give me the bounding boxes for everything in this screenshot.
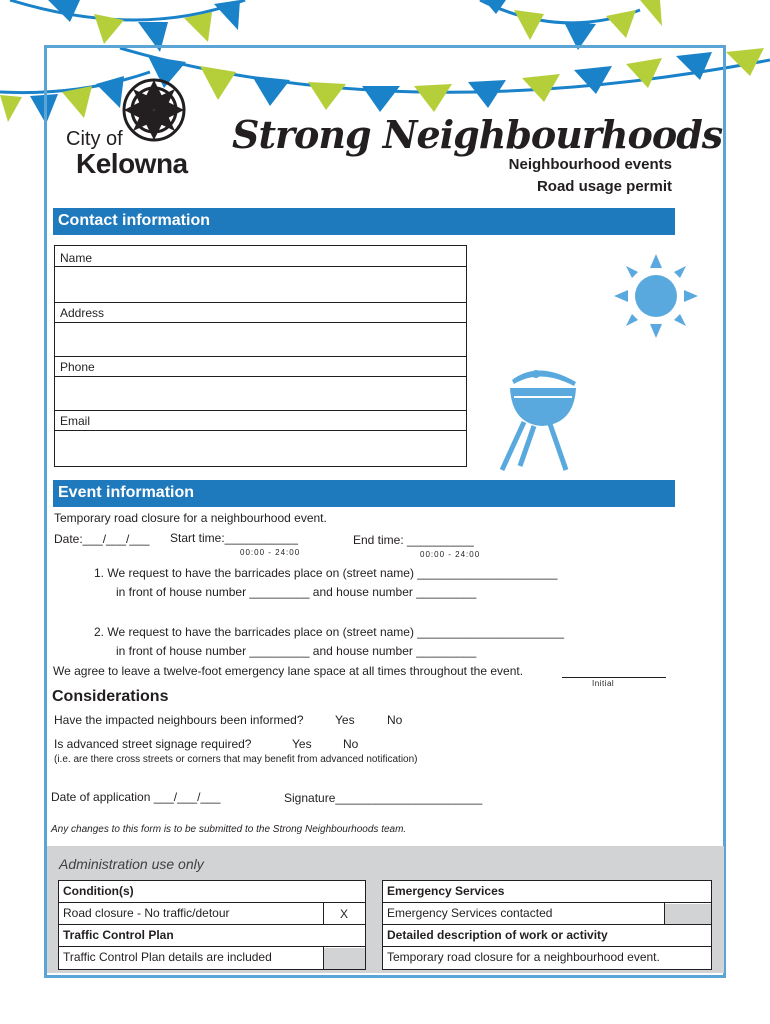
start-time-hint: 00:00 - 24:00 bbox=[240, 548, 301, 557]
admin-right-table bbox=[382, 880, 712, 970]
admin-title: Administration use only bbox=[59, 856, 204, 872]
email-field[interactable] bbox=[55, 431, 466, 466]
end-time-field[interactable]: End time: __________ bbox=[353, 533, 474, 547]
work-description-value[interactable]: Temporary road closure for a neighbourhood event. bbox=[387, 950, 660, 964]
emergency-contacted-row: Emergency Services contacted bbox=[383, 903, 711, 925]
address-label: Address bbox=[60, 306, 105, 320]
barricade-house-1[interactable]: in front of house number _________ and house number _________ bbox=[116, 585, 477, 599]
signage-yes-option[interactable]: Yes bbox=[292, 737, 312, 751]
logo-city-text: City of bbox=[66, 128, 123, 150]
work-description-header: Detailed description of work or activity bbox=[383, 925, 711, 947]
end-time-hint: 00:00 - 24:00 bbox=[420, 550, 481, 559]
address-field[interactable] bbox=[55, 323, 466, 356]
neighbours-yes-option[interactable]: Yes bbox=[335, 713, 355, 727]
contact-form-box bbox=[54, 245, 467, 467]
subtitle-events: Neighbourhood events bbox=[508, 156, 672, 173]
considerations-title: Considerations bbox=[52, 688, 169, 705]
email-label: Email bbox=[60, 414, 91, 428]
subtitle-permit: Road usage permit bbox=[536, 178, 672, 195]
submission-note: Any changes to this form is to be submitted to the Strong Neighbourhoods team. bbox=[51, 824, 407, 835]
signage-note: (i.e. are there cross streets or corners that may benefit from advanced notification) bbox=[54, 754, 418, 765]
initial-label: Initial bbox=[592, 679, 615, 688]
road-closure-mark[interactable]: X bbox=[340, 907, 349, 921]
admin-section bbox=[47, 846, 724, 973]
contact-section-header: Contact information bbox=[53, 208, 675, 235]
neighbours-informed-question: Have the impacted neighbours been informed? bbox=[54, 713, 304, 727]
neighbours-no-option[interactable]: No bbox=[387, 713, 403, 727]
emergency-services-header: Emergency Services bbox=[383, 881, 711, 903]
conditions-header: Condition(s) bbox=[59, 881, 365, 903]
signage-no-option[interactable]: No bbox=[343, 737, 359, 751]
date-field[interactable]: Date:___/___/___ bbox=[54, 532, 150, 546]
emergency-contacted-checkbox[interactable] bbox=[665, 904, 711, 924]
traffic-control-row: Traffic Control Plan details are included bbox=[63, 950, 272, 964]
phone-field[interactable] bbox=[55, 377, 466, 410]
road-closure-row: Road closure - No traffic/detour bbox=[59, 903, 365, 925]
logo-kelowna-text: Kelowna bbox=[76, 148, 188, 179]
event-section-header: Event information bbox=[53, 480, 675, 507]
signature-field[interactable]: Signature______________________ bbox=[284, 791, 483, 805]
date-of-application-field[interactable]: Date of application ___/___/___ bbox=[51, 790, 221, 804]
name-field[interactable] bbox=[55, 267, 466, 301]
barricade-house-2[interactable]: in front of house number _________ and house number _________ bbox=[116, 644, 477, 658]
traffic-control-header: Traffic Control Plan bbox=[59, 925, 365, 947]
name-label: Name bbox=[60, 251, 93, 265]
initial-line[interactable] bbox=[562, 677, 666, 678]
brand-title: Strong Neighbourhoods bbox=[232, 112, 723, 157]
sun-icon bbox=[612, 252, 700, 340]
bbq-grill-icon bbox=[494, 366, 582, 476]
phone-label: Phone bbox=[60, 360, 95, 374]
emergency-lane-statement: We agree to leave a twelve-foot emergency lane space at all times throughout the event. bbox=[53, 664, 524, 678]
admin-left-table bbox=[58, 880, 366, 970]
kelowna-logo-mark-icon bbox=[122, 78, 186, 142]
event-intro: Temporary road closure for a neighbourhood event. bbox=[54, 511, 327, 525]
signage-question: Is advanced street signage required? bbox=[54, 737, 252, 751]
barricade-request-1[interactable]: 1. We request to have the barricades place on (street name) _____________________ bbox=[94, 566, 558, 580]
start-time-field[interactable]: Start time:___________ bbox=[170, 531, 299, 545]
city-logo bbox=[62, 78, 202, 182]
barricade-request-2[interactable]: 2. We request to have the barricades place on (street name) ______________________ bbox=[94, 625, 565, 639]
traffic-control-checkbox[interactable] bbox=[324, 948, 365, 969]
